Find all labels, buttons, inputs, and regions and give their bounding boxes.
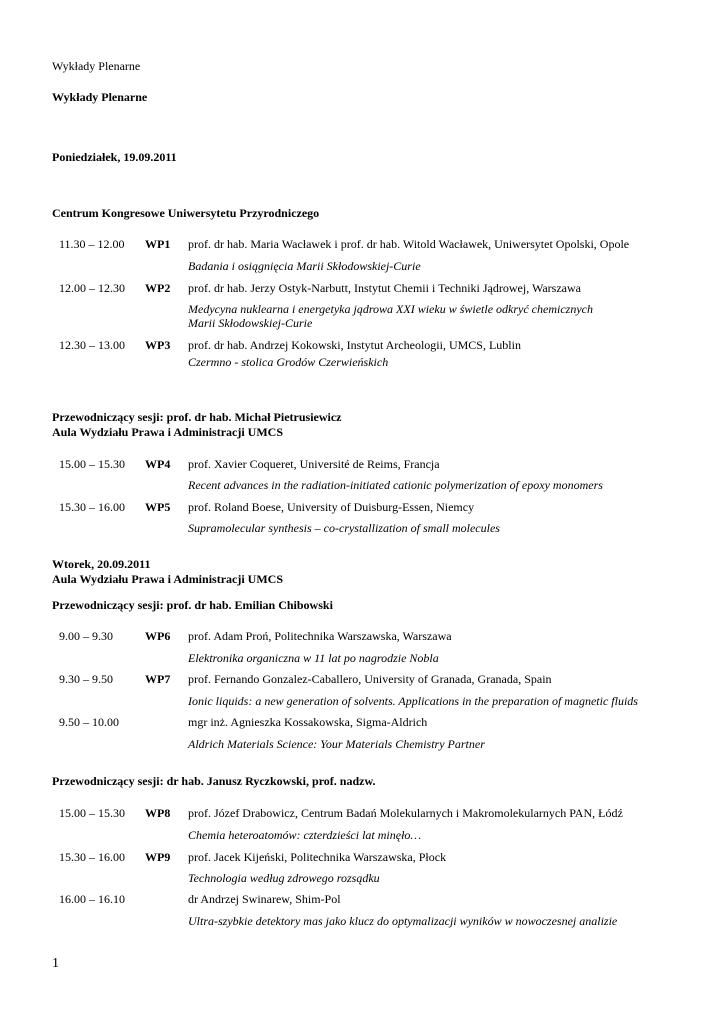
session-code: WP5: [145, 500, 171, 514]
session-speaker: prof. Fernando Gonzalez-Caballero, University of Granada, Granada, Spain: [188, 672, 552, 686]
session-time: 9.50 – 10.00: [59, 715, 119, 729]
session-title: Supramolecular synthesis – co-crystallization of small molecules: [188, 521, 500, 535]
session-time: 12.00 – 12.30: [59, 281, 125, 295]
session-time: 15.00 – 15.30: [59, 806, 125, 820]
session-title: Czermno - stolica Grodów Czerwieńskich: [188, 355, 389, 369]
day1-chair: Przewodniczący sesji: prof. dr hab. Michał Pietrusiewicz: [52, 410, 342, 424]
session-time: 9.00 – 9.30: [59, 629, 113, 643]
session-speaker: prof. dr hab. Andrzej Kokowski, Instytut Archeologii, UMCS, Lublin: [188, 338, 521, 352]
session-speaker: mgr inż. Agnieszka Kossakowska, Sigma-Aldrich: [188, 715, 428, 729]
session-speaker: dr Andrzej Swinarew, Shim-Pol: [188, 892, 341, 906]
session-code: WP2: [145, 281, 171, 295]
session-speaker: prof. Józef Drabowicz, Centrum Badań Molekularnych i Makromolekularnych PAN, Łódź: [188, 806, 623, 820]
day1-date: Poniedziałek, 19.09.2011: [52, 150, 177, 164]
page-title: Wykłady Plenarne: [52, 90, 148, 104]
day1-venue2: Aula Wydziału Prawa i Administracji UMCS: [52, 425, 284, 439]
session-speaker: prof. Adam Proń, Politechnika Warszawska, Warszawa: [188, 629, 452, 643]
session-title: Badania i osiągnięcia Marii Skłodowskiej-Curie: [188, 259, 421, 273]
day2-chair2: Przewodniczący sesji: dr hab. Janusz Ryczkowski, prof. nadzw.: [52, 774, 376, 788]
session-code: WP6: [145, 629, 171, 643]
session-title: Aldrich Materials Science: Your Materials Chemistry Partner: [188, 737, 485, 751]
session-title: Medycyna nuklearna i energetyka jądrowa XXI wieku w świetle odkryć chemicznych: [188, 302, 593, 316]
session-code: WP8: [145, 806, 171, 820]
session-time: 15.30 – 16.00: [59, 500, 125, 514]
session-title: Recent advances in the radiation-initiated cationic polymerization of epoxy monomers: [188, 478, 603, 492]
session-time: 15.30 – 16.00: [59, 850, 125, 864]
session-code: WP1: [145, 237, 171, 251]
session-time: 12.30 – 13.00: [59, 338, 125, 352]
session-title: Chemia heteroatomów: czterdzieści lat minęło…: [188, 828, 422, 842]
session-code: WP3: [145, 338, 171, 352]
session-time: 16.00 – 16.10: [59, 892, 125, 906]
day2-venue: Aula Wydziału Prawa i Administracji UMCS: [52, 572, 284, 586]
session-title: Ionic liquids: a new generation of solvents. Applications in the preparation of magnetic fluids: [188, 694, 638, 708]
day1-venue1: Centrum Kongresowe Uniwersytetu Przyrodniczego: [52, 206, 320, 220]
session-speaker: prof. dr hab. Jerzy Ostyk-Narbutt, Instytut Chemii i Techniki Jądrowej, Warszawa: [188, 281, 581, 295]
session-speaker: prof. Roland Boese, University of Duisburg-Essen, Niemcy: [188, 500, 475, 514]
page-number: 1: [52, 956, 59, 971]
session-code: WP7: [145, 672, 171, 686]
session-title: Elektronika organiczna w 11 lat po nagrodzie Nobla: [188, 651, 439, 665]
session-code: WP9: [145, 850, 171, 864]
session-speaker: prof. Jacek Kijeński, Politechnika Warszawska, Płock: [188, 850, 447, 864]
session-speaker: prof. Xavier Coqueret, Université de Reims, Francja: [188, 457, 440, 471]
session-code: WP4: [145, 457, 171, 471]
session-title-cont: Marii Skłodowskiej-Curie: [188, 316, 313, 330]
session-time: 15.00 – 15.30: [59, 457, 125, 471]
day2-chair1: Przewodniczący sesji: prof. dr hab. Emilian Chibowski: [52, 598, 333, 612]
session-title: Technologia według zdrowego rozsądku: [188, 871, 380, 885]
running-title: Wykłady Plenarne: [52, 59, 141, 73]
session-time: 11.30 – 12.00: [59, 237, 125, 251]
day2-date: Wtorek, 20.09.2011: [52, 557, 151, 571]
session-speaker: prof. dr hab. Maria Wacławek i prof. dr hab. Witold Wacławek, Uniwersytet Opolski, Opole: [188, 237, 630, 251]
session-title: Ultra-szybkie detektory mas jako klucz do optymalizacji wyników w nowoczesnej analizie: [188, 914, 618, 928]
session-time: 9.30 – 9.50: [59, 672, 113, 686]
